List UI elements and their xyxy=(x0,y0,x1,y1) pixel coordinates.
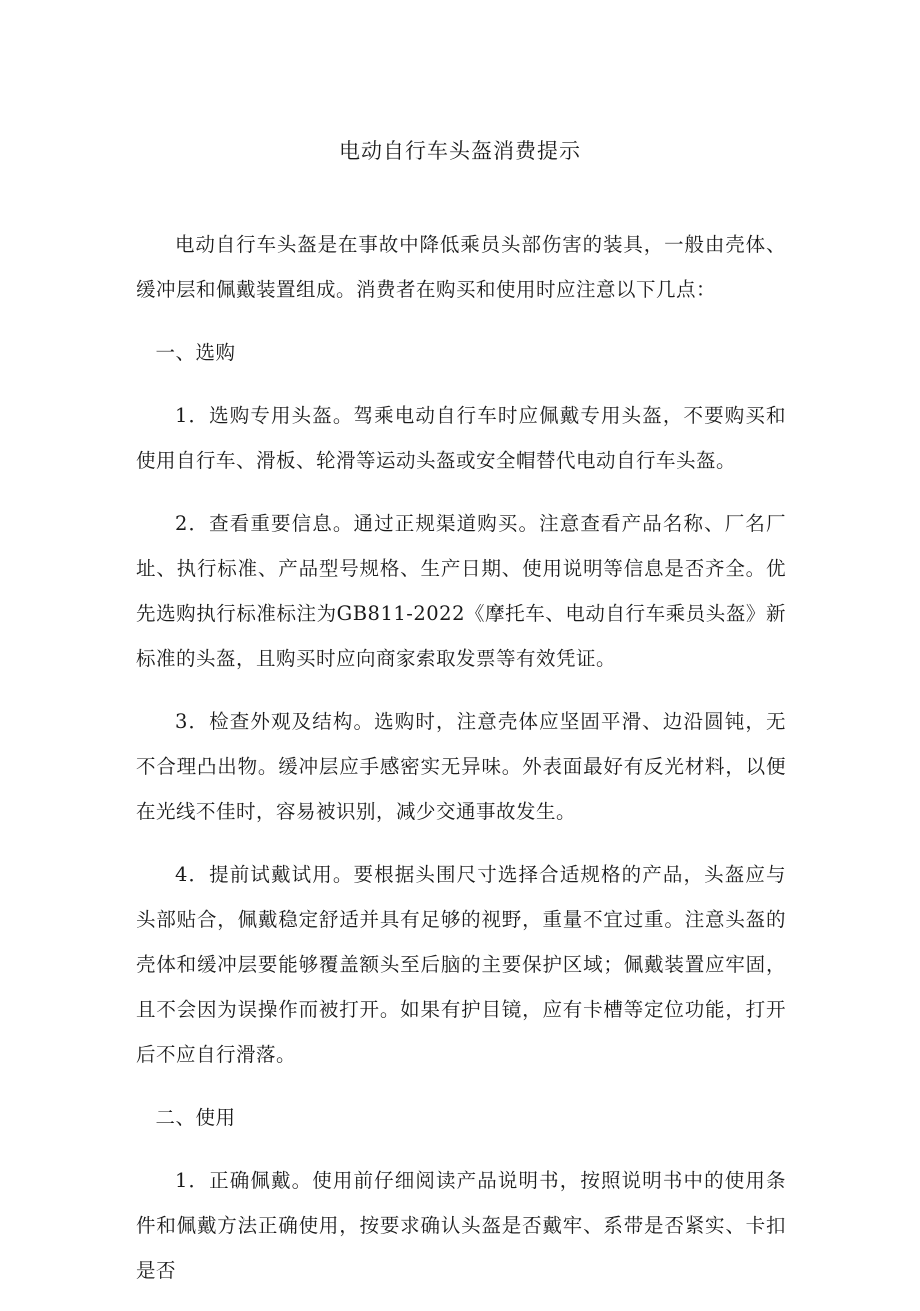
intro-paragraph: 电动自行车头盔是在事故中降低乘员头部伤害的装具，一般由壳体、缓冲层和佩戴装置组成。消费者在购买和使用时应注意以下几点： xyxy=(136,233,786,301)
section-heading-usage: 二、使用 xyxy=(155,1106,236,1129)
page-title: 电动自行车头盔消费提示 xyxy=(339,139,581,163)
purchase-item-3: 3．检查外观及结构。选购时，注意壳体应坚固平滑、边沿圆钝，无不合理凸出物。缓冲层应手感密实无异味。外表面最好有反光材料，以便在光线不佳时，容易被识别，减少交通事故发生。 xyxy=(136,710,786,823)
purchase-item-1: 1．选购专用头盔。驾乘电动自行车时应佩戴专用头盔，不要购买和使用自行车、滑板、轮滑等运动头盔或安全帽替代电动自行车头盔。 xyxy=(136,404,786,472)
document-body xyxy=(136,222,786,1311)
purchase-item-4: 4．提前试戴试用。要根据头围尺寸选择合适规格的产品，头盔应与头部贴合，佩戴稳定舒适并具有足够的视野，重量不宜过重。注意头盔的壳体和缓冲层要能够覆盖额头至后脑的主要保护区域；佩戴装置应牢固，且不会因为误操作而被打开。如果有护目镜，应有卡槽等定位功能，打开后不应自行滑落。 xyxy=(136,863,786,1066)
section-heading-purchase: 一、选购 xyxy=(155,341,236,364)
purchase-item-2: 2．查看重要信息。通过正规渠道购买。注意查看产品名称、厂名厂址、执行标准、产品型号规格、生产日期、使用说明等信息是否齐全。优先选购执行标准标注为GB811-2022《摩托车、电动自行车乘员头盔》新标准的头盔，且购买时应向商家索取发票等有效凭证。 xyxy=(136,512,786,670)
usage-item-1: 1．正确佩戴。使用前仔细阅读产品说明书，按照说明书中的使用条件和佩戴方法正确使用，按要求确认头盔是否戴牢、系带是否紧实、卡扣是否 xyxy=(136,1169,786,1282)
